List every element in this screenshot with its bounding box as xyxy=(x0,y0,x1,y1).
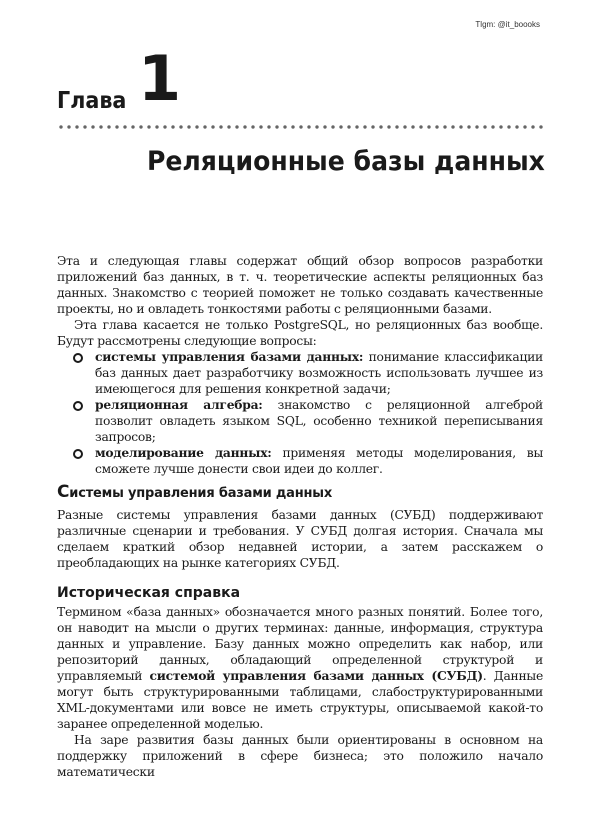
term-dbms: системой управления базами данных (СУБД) xyxy=(149,668,483,683)
section-heading-capital: С xyxy=(57,482,70,502)
topics-list xyxy=(57,349,543,477)
chapter-label: Глава xyxy=(57,88,127,114)
intro-paragraph-2: Эта глава касается не только PostgreSQL, но реляционных баз вообще. Будут рассмотрены следующие вопросы: xyxy=(57,318,543,348)
intro-paragraph-1: Эта и следующая главы содержат общий обзор вопросов разработки приложений баз данных, в т. ч. теоретические аспекты реляционных баз данных. Знакомство с теорией поможет не только создавать качественные проекты, но и овладеть тонкостями работы с реляционными базами. xyxy=(57,254,543,316)
paragraph-text: . Данные могут быть структурированными таблицами, слабоструктурированными XML-документами или вовсе не иметь структуры, описываемой какой-то заранее определенной моделью. xyxy=(57,669,543,731)
watermark: Tlgm: @it_boooks xyxy=(475,20,540,29)
chapter-number: 1 xyxy=(138,42,182,115)
list-item-text: применяя методы моделирования, вы сможете лучше донести свои идеи до коллег. xyxy=(95,446,543,476)
subsection-heading: Историческая справка xyxy=(57,585,241,601)
dotted-divider xyxy=(57,124,545,130)
section1-paragraph-1: Разные системы управления базами данных (СУБД) поддерживают различные сценарии и требования. У СУБД долгая история. Сначала мы сделаем краткий обзор недавней истории, а затем расскажем о преобладающих на рынке категориях СУБД. xyxy=(57,508,543,570)
section1-block xyxy=(57,507,543,571)
list-item xyxy=(57,397,543,445)
section-heading-rest: истемы управления базами данных xyxy=(69,486,333,501)
list-item xyxy=(57,349,543,397)
subsection1-paragraph-2: На заре развития базы данных были ориентированы в основном на поддержку приложений в сфере бизнеса; это положило начало математически xyxy=(57,733,543,779)
subsection1-block xyxy=(57,604,543,780)
bullet-circle-icon xyxy=(73,449,83,459)
chapter-title: Реляционные базы данных xyxy=(147,146,545,177)
section-heading xyxy=(57,482,332,502)
subsection1-paragraph-1 xyxy=(57,604,543,732)
bullet-circle-icon xyxy=(73,353,83,363)
list-item-term: системы управления базами данных: xyxy=(95,349,364,364)
bullet-circle-icon xyxy=(73,401,83,411)
intro-block xyxy=(57,253,543,477)
list-item-term: реляционная алгебра: xyxy=(95,397,263,412)
chapter-header xyxy=(57,44,547,114)
list-item xyxy=(57,445,543,477)
list-item-term: моделирование данных: xyxy=(95,445,272,460)
list-item-text: понимание классификации баз данных дает разработчику возможность использовать лучшее из имеющегося для решения конкретной задачи; xyxy=(95,350,543,396)
list-item-text: знакомство с реляционной алгеброй позволит овладеть языком SQL, особенно техникой переписывания запросов; xyxy=(95,398,543,444)
paragraph-text: Термином «база данных» обозначается много разных понятий. Более того, он наводит на мысли о других терминах: данные, информация, структура данных и управление. Базу данных можно определить как набор, или репозиторий данных, обладающий определенной структурой и управляемый xyxy=(57,605,543,683)
